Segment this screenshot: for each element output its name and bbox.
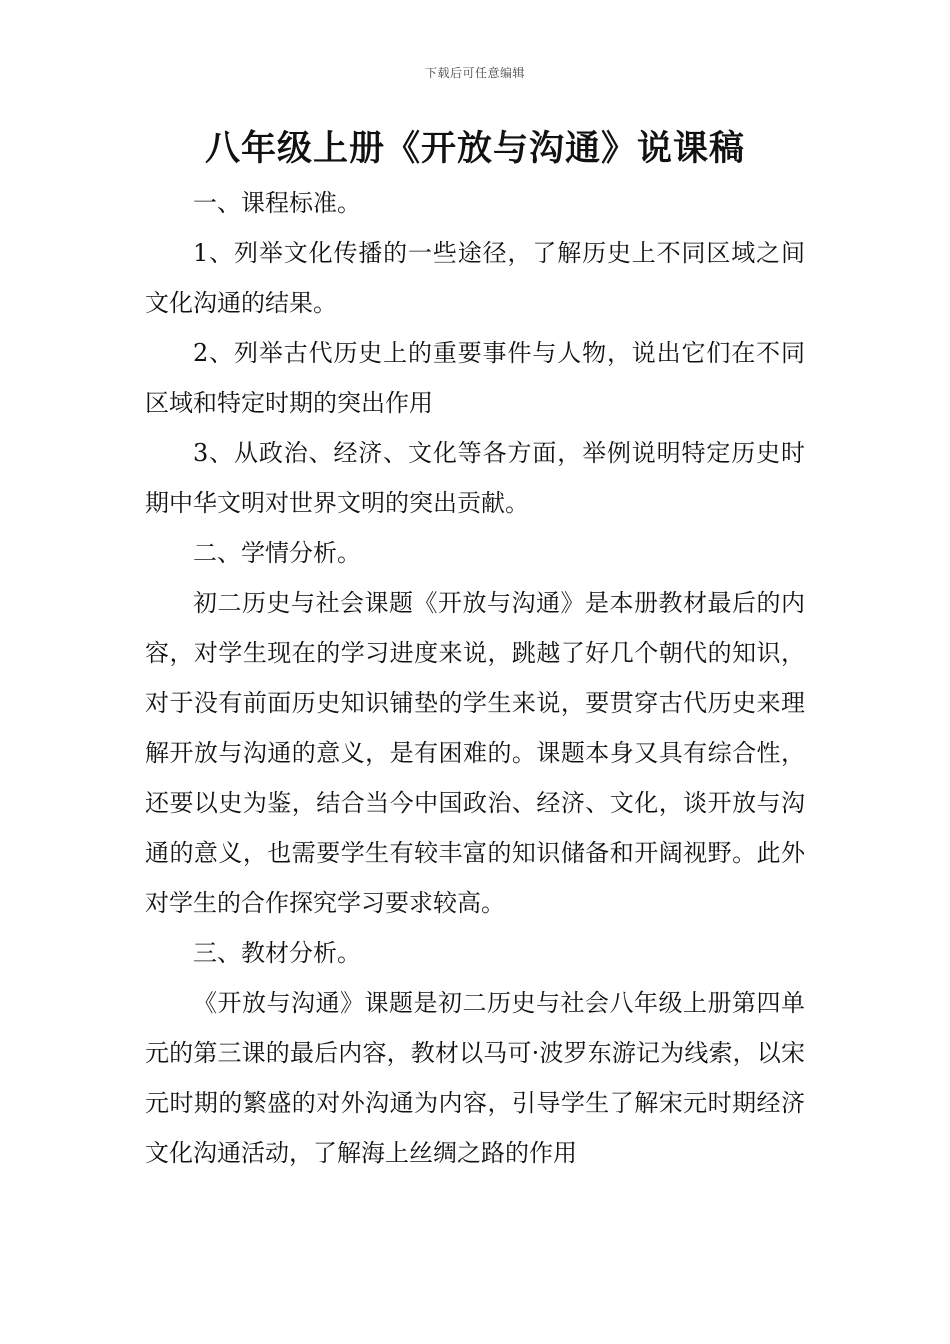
paragraph-textbook-analysis: 《开放与沟通》课题是初二历史与社会八年级上册第四单元的第三课的最后内容，教材以马可·波罗东游记为线索，以宋元时期的繁盛的对外沟通为内容，引导学生了解宋元时期经济文化沟通活动，了解海上丝绸之路的作用 — [145, 989, 805, 1167]
section-heading-curriculum-standards: 一、课程标准。 — [193, 189, 361, 217]
document-body — [145, 178, 805, 1178]
section-heading-textbook-analysis: 三、教材分析。 — [193, 939, 361, 967]
page-header-note: 下载后可任意编辑 — [424, 66, 525, 80]
document-title: 八年级上册《开放与沟通》说课稿 — [204, 129, 745, 169]
paragraph-student-analysis: 初二历史与社会课题《开放与沟通》是本册教材最后的内容，对学生现在的学习进度来说，跳越了好几个朝代的知识，对于没有前面历史知识铺垫的学生来说，要贯穿古代历史来理解开放与沟通的意义，是有困难的。课题本身又具有综合性，还要以史为鉴，结合当今中国政治、经济、文化，谈开放与沟通的意义，也需要学生有较丰富的知识储备和开阔视野。此外对学生的合作探究学习要求较高。 — [145, 589, 805, 917]
paragraph-standard-3: 3、从政治、经济、文化等各方面，举例说明特定历史时期中华文明对世界文明的突出贡献。 — [145, 439, 805, 517]
paragraph-standard-2: 2、列举古代历史上的重要事件与人物，说出它们在不同区域和特定时期的突出作用 — [145, 339, 805, 417]
paragraph-standard-1: 1、列举文化传播的一些途径，了解历史上不同区域之间文化沟通的结果。 — [145, 239, 805, 317]
section-heading-student-analysis: 二、学情分析。 — [193, 539, 361, 567]
